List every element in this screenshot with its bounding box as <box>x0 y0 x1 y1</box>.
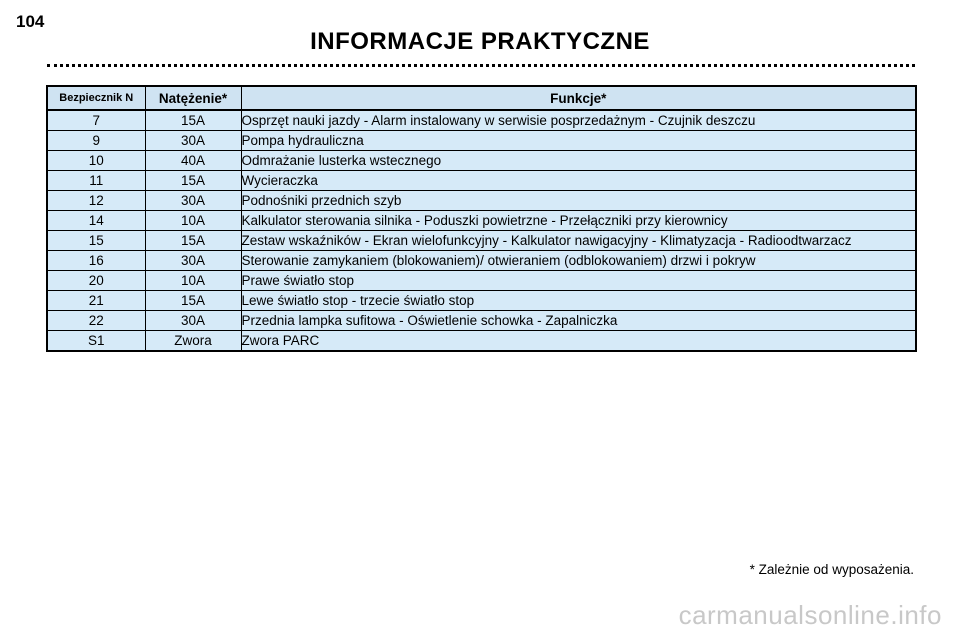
table-row <box>47 151 916 171</box>
table-row <box>47 110 916 131</box>
fuse-amperage: 10A <box>145 271 241 291</box>
column-header-fuse-number: Bezpiecznik N <box>47 86 145 110</box>
fuse-amperage: 15A <box>145 110 241 131</box>
fuse-amperage: 30A <box>145 191 241 211</box>
fuse-number: 14 <box>47 211 145 231</box>
fuse-amperage: 30A <box>145 251 241 271</box>
fuse-functions: Zwora PARC <box>241 331 916 352</box>
table-row <box>47 231 916 251</box>
column-header-amperage: Natężenie* <box>145 86 241 110</box>
fuse-functions: Odmrażanie lusterka wstecznego <box>241 151 916 171</box>
fuse-amperage: 15A <box>145 171 241 191</box>
table-row <box>47 131 916 151</box>
table-row <box>47 211 916 231</box>
fuse-functions: Prawe światło stop <box>241 271 916 291</box>
fuse-functions: Zestaw wskaźników - Ekran wielofunkcyjny - Kalkulator nawigacyjny - Klimatyzacja - Radioodtwarzacz <box>241 231 916 251</box>
watermark: carmanualsonline.info <box>678 600 942 630</box>
table-row <box>47 251 916 271</box>
table-row <box>47 311 916 331</box>
table-row <box>47 191 916 211</box>
fuse-amperage: 30A <box>145 131 241 151</box>
fuse-functions: Kalkulator sterowania silnika - Poduszki powietrzne - Przełączniki przy kierownicy <box>241 211 916 231</box>
dotted-divider <box>47 64 915 67</box>
fuse-number: S1 <box>47 331 145 352</box>
fuse-amperage: 40A <box>145 151 241 171</box>
column-header-functions: Funkcje* <box>241 86 916 110</box>
fuse-functions: Osprzęt nauki jazdy - Alarm instalowany w serwisie posprzedażnym - Czujnik deszczu <box>241 110 916 131</box>
fuse-functions: Sterowanie zamykaniem (blokowaniem)/ otwieraniem (odblokowaniem) drzwi i pokryw <box>241 251 916 271</box>
fuse-number: 15 <box>47 231 145 251</box>
fuse-table <box>46 85 917 352</box>
fuse-number: 22 <box>47 311 145 331</box>
fuse-number: 9 <box>47 131 145 151</box>
fuse-functions: Lewe światło stop - trzecie światło stop <box>241 291 916 311</box>
page-number: 104 <box>16 12 45 31</box>
fuse-functions: Przednia lampka sufitowa - Oświetlenie schowka - Zapalniczka <box>241 311 916 331</box>
fuse-amperage: 15A <box>145 291 241 311</box>
table-header-row <box>47 86 916 110</box>
table-row <box>47 331 916 352</box>
fuse-functions: Wycieraczka <box>241 171 916 191</box>
table-row <box>47 291 916 311</box>
fuse-number: 12 <box>47 191 145 211</box>
fuse-number: 10 <box>47 151 145 171</box>
fuse-number: 21 <box>47 291 145 311</box>
table-row <box>47 271 916 291</box>
fuse-number: 11 <box>47 171 145 191</box>
page-title: INFORMACJE PRAKTYCZNE <box>310 28 650 55</box>
fuse-functions: Podnośniki przednich szyb <box>241 191 916 211</box>
fuse-amperage: 10A <box>145 211 241 231</box>
fuse-amperage: Zwora <box>145 331 241 352</box>
table-row <box>47 171 916 191</box>
fuse-number: 20 <box>47 271 145 291</box>
fuse-number: 16 <box>47 251 145 271</box>
footnote: * Zależnie od wyposażenia. <box>749 562 914 577</box>
fuse-amperage: 15A <box>145 231 241 251</box>
fuse-number: 7 <box>47 110 145 131</box>
fuse-functions: Pompa hydrauliczna <box>241 131 916 151</box>
fuse-amperage: 30A <box>145 311 241 331</box>
